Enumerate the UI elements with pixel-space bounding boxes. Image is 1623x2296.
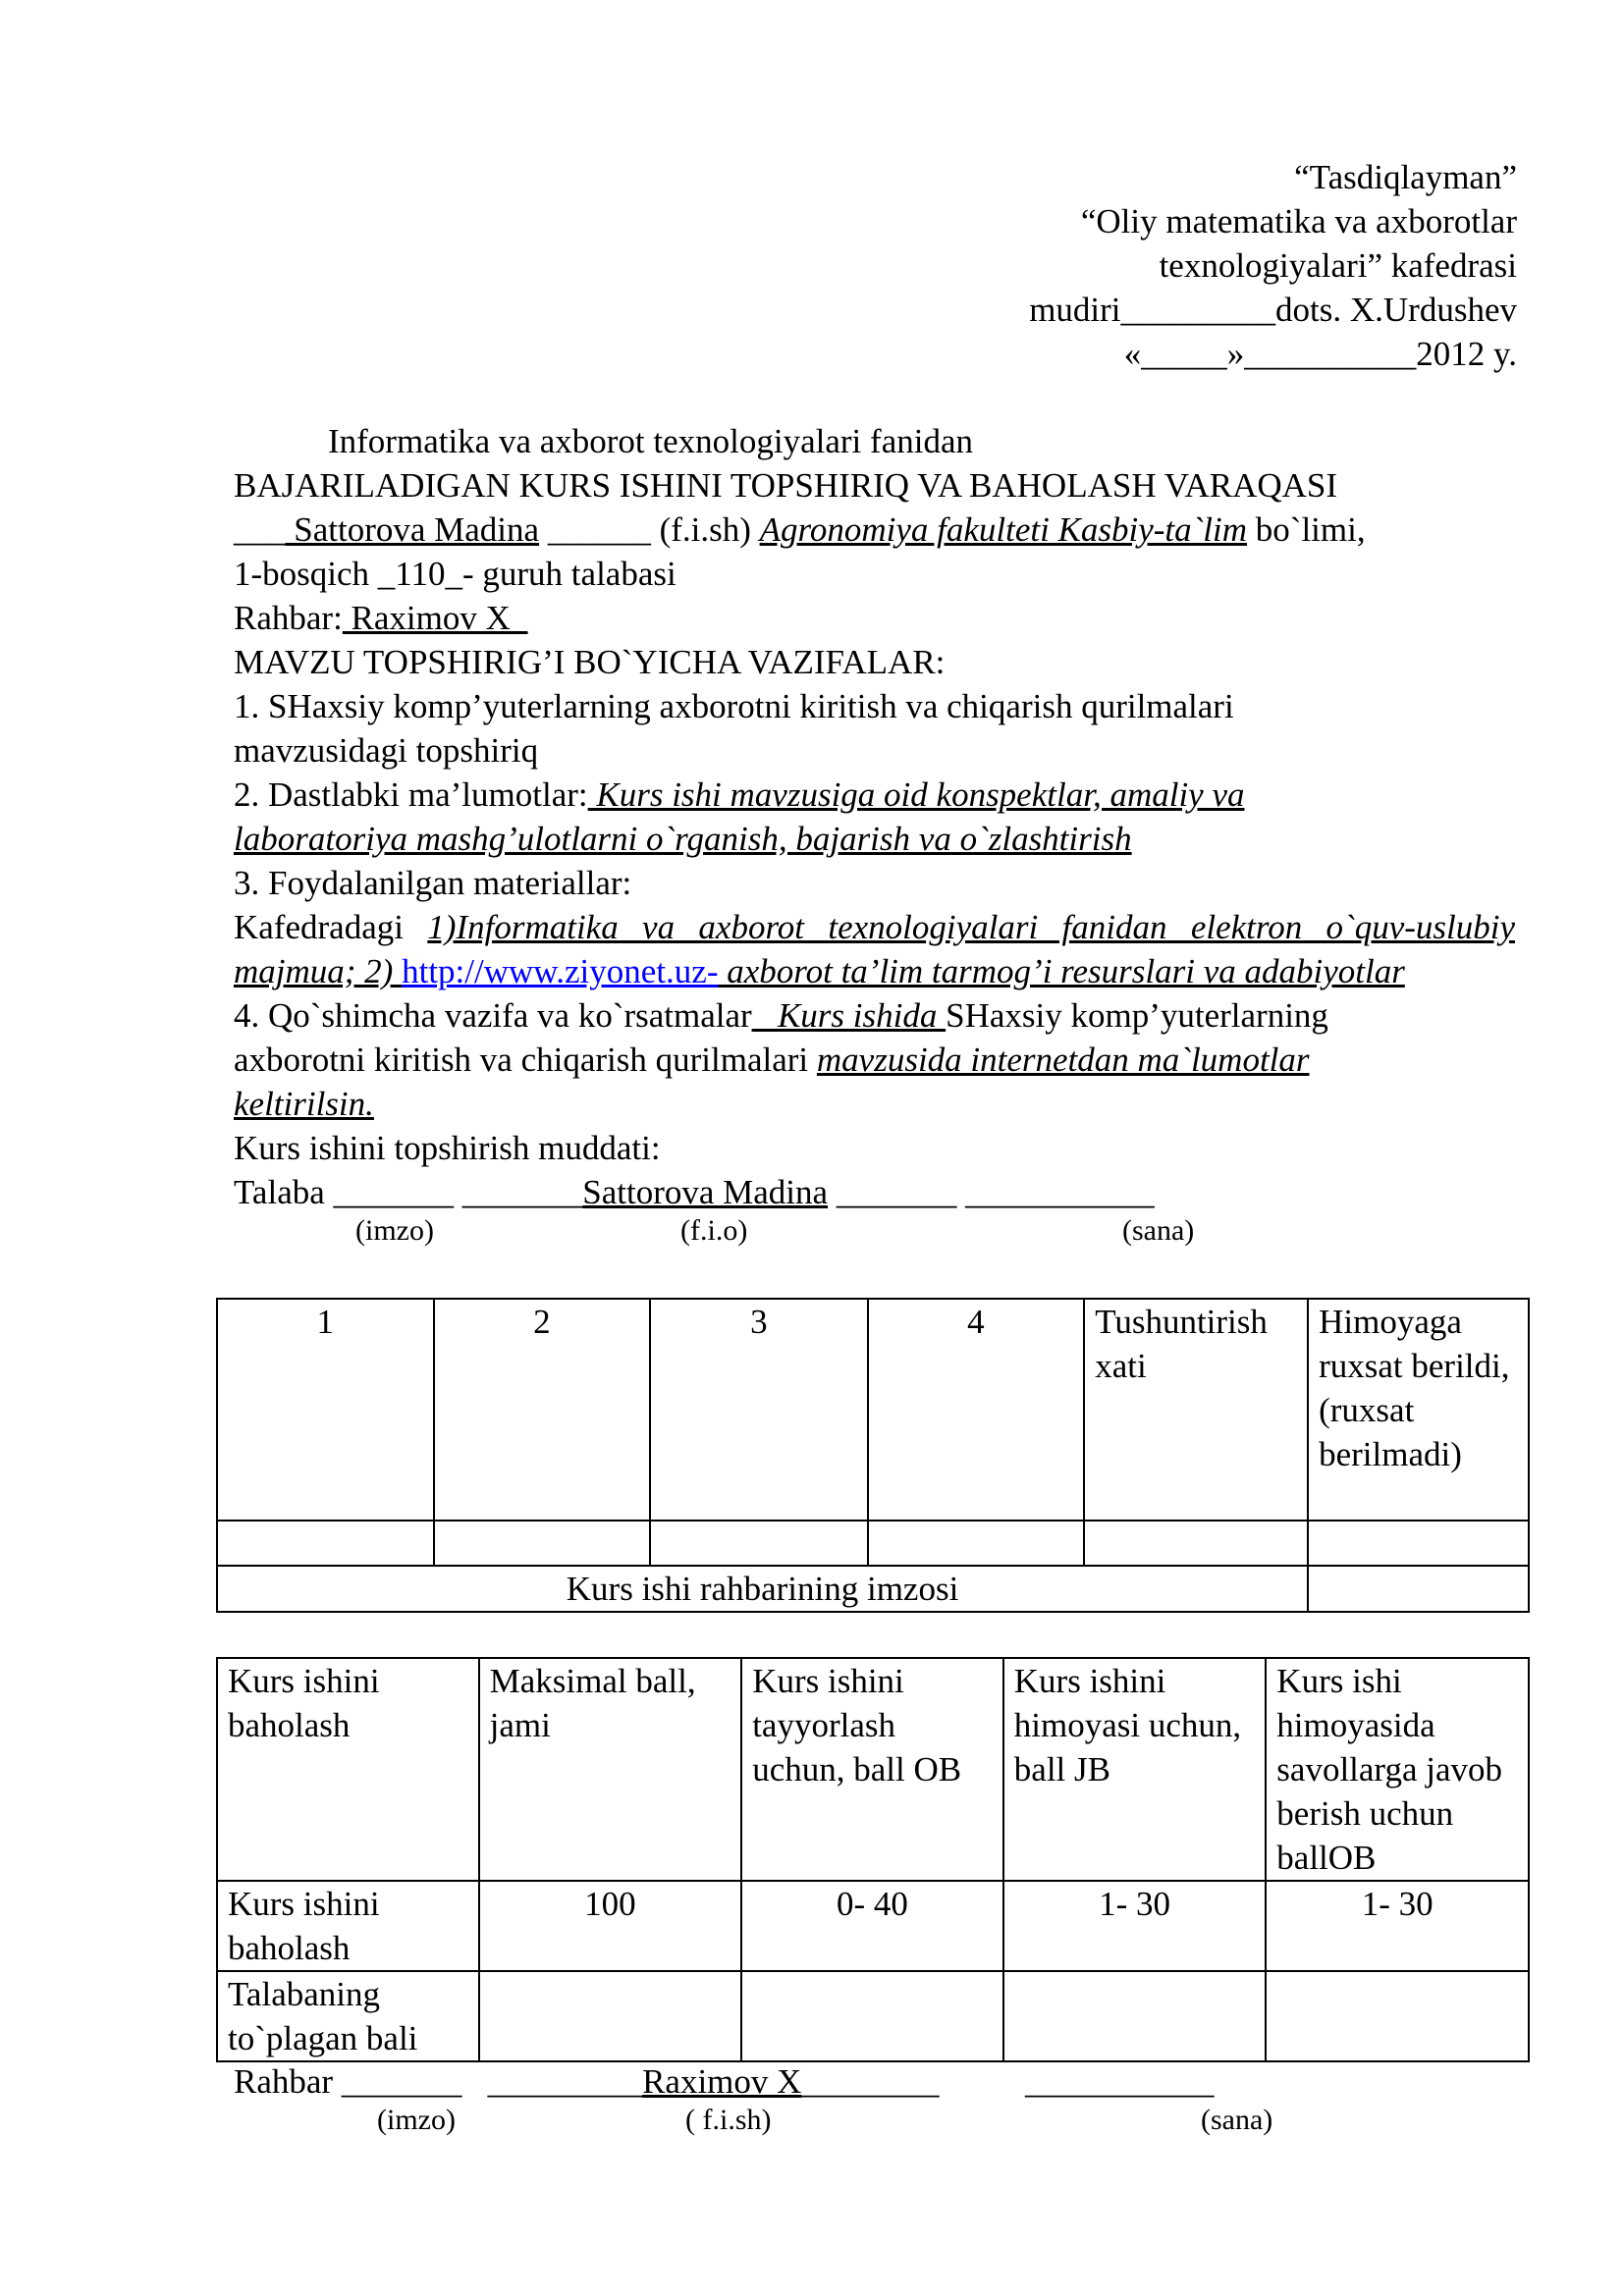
rahbar-signature-captions — [234, 2104, 1515, 2137]
task3-prefix: Kafedradagi — [234, 908, 428, 946]
task1-line1: 1. SHaxsiy komp’yuterlarning axborotni kiritish va chiqarish qurilmalari — [234, 687, 1234, 725]
table1-header-explanatory-note: Tushuntirish xati — [1084, 1299, 1308, 1521]
table2-cell — [479, 1971, 742, 2061]
group-number: _110_ — [377, 555, 462, 593]
table2-row1-label: Kurs ishini baholash — [217, 1881, 479, 1971]
footer-caption-date: (sana) — [1201, 2104, 1273, 2136]
table1-header-4: 4 — [868, 1299, 1085, 1521]
document-title: BAJARILADIGAN KURS ISHINI TOPSHIRIQ VA BAHOLASH VARAQASI — [234, 466, 1338, 505]
task3-reference-1: 1)Informatika va axborot texnologiyalari fanidan elektron o`quv-uslubiy majmua; 2) — [234, 908, 1515, 990]
task4-line2 — [234, 1038, 1515, 1082]
supervisor-signature-label: Kurs ishi rahbarining imzosi — [217, 1566, 1308, 1612]
footer-caption-sign: (imzo) — [377, 2104, 456, 2136]
table2-header-answers: Kurs ishi himoyasida savollarga javob berish uchun ballOB — [1266, 1658, 1529, 1881]
approval-date: «_____»__________2012 y. — [1123, 335, 1517, 373]
talaba-suffix: _______ ___________ — [828, 1173, 1155, 1211]
table1-header-1: 1 — [217, 1299, 434, 1521]
main-text — [234, 419, 1515, 1248]
caption-name: (f.i.o) — [680, 1214, 748, 1247]
student-signature-line — [234, 1170, 1515, 1214]
table1-cell — [217, 1521, 434, 1566]
task1-line2: mavzusidagi topshiriq — [234, 731, 539, 770]
table-row — [217, 1566, 1529, 1612]
task4-line1 — [234, 993, 1515, 1038]
approval-head-signature: mudiri_________dots. X.Urdushev — [1029, 291, 1517, 329]
student-faculty-suffix: bo`limi, — [1247, 510, 1366, 549]
caption-sign: (imzo) — [355, 1214, 434, 1247]
task4-text1: SHaxsiy komp’yuterlarning — [946, 996, 1328, 1035]
student-name: Sattorova Madina — [285, 510, 540, 549]
approval-block — [830, 155, 1517, 376]
table2-row2-label: Talabaning to`plagan bali — [217, 1971, 479, 2061]
talaba-name: Sattorova Madina — [582, 1173, 829, 1211]
rahbar-name: Raximov X — [642, 2062, 802, 2101]
table-row — [217, 1521, 1529, 1566]
approval-department-line1: “Oliy matematika va axborotlar — [1080, 202, 1517, 240]
table1-header-defense-permission: Himoyaga ruxsat berildi, (ruxsat berilmadi) — [1308, 1299, 1529, 1521]
task2-text: Kurs ishi mavzusiga oid konspektlar, amaliy va — [587, 775, 1245, 814]
footer-signature — [234, 2059, 1515, 2137]
table2-header-preparation: Kurs ishini tayyorlash uchun, ball OB — [741, 1658, 1003, 1881]
table-row — [217, 1658, 1529, 1881]
subject-line: Informatika va axborot texnologiyalari fanidan — [328, 422, 973, 460]
permission-table — [216, 1298, 1530, 1613]
rahbar-suffix: ________ ___________ — [801, 2062, 1215, 2101]
rahbar-signature-line — [234, 2059, 1515, 2104]
table-row — [217, 1971, 1529, 2061]
task4-text2: axborotni kiritish va chiqarish qurilmalari — [234, 1041, 817, 1079]
table2-cell — [741, 1971, 1003, 2061]
group-line — [234, 552, 1515, 596]
table1-cell — [1084, 1521, 1308, 1566]
student-line — [234, 507, 1515, 552]
task2-line1 — [234, 773, 1515, 817]
table2-row1-defense: 1- 30 — [1003, 1881, 1267, 1971]
ziyonet-link[interactable]: http://www.ziyonet.uz- — [402, 952, 719, 990]
table1-cell — [650, 1521, 868, 1566]
supervisor-label: Rahbar: — [234, 599, 343, 637]
table2-row1-max: 100 — [479, 1881, 742, 1971]
deadline-label: Kurs ishini topshirish muddati: — [234, 1129, 661, 1167]
table2-header-max-score: Maksimal ball, jami — [479, 1658, 742, 1881]
task2-line2: laboratoriya mashg’ulotlarni o`rganish, bajarish va o`zlashtirish — [234, 820, 1132, 858]
approval-title: “Tasdiqlayman” — [1294, 158, 1517, 196]
task3-label: 3. Foydalanilgan materiallar: — [234, 864, 632, 902]
task3-references — [234, 905, 1515, 993]
table1-cell — [434, 1521, 651, 1566]
talaba-label: Talaba _______ _______ — [234, 1173, 583, 1211]
approval-department-line2: texnologiyalari” kafedrasi — [1159, 246, 1517, 285]
caption-date: (sana) — [1122, 1214, 1195, 1247]
table1-cell — [1308, 1521, 1529, 1566]
task4-emphasis: _ Kurs ishida — [751, 996, 947, 1035]
table2-cell — [1266, 1971, 1529, 2061]
task2-label: 2. Dastlabki ma’lumotlar: — [234, 775, 588, 814]
table2-row1-answers: 1- 30 — [1266, 1881, 1529, 1971]
task4-label: 4. Qo`shimcha vazifa va ko`rsatmalar — [234, 996, 752, 1035]
table-row — [217, 1299, 1529, 1521]
table2-cell — [1003, 1971, 1267, 2061]
supervisor-line — [234, 596, 1515, 640]
supervisor-name: Raximov X_ — [342, 599, 528, 637]
table2-row1-preparation: 0- 40 — [741, 1881, 1003, 1971]
task4-emphasis-2: mavzusida internetdan ma`lumotlar — [816, 1041, 1310, 1079]
tasks-heading: MAVZU TOPSHIRIG’I BO`YICHA VAZIFALAR: — [234, 643, 946, 681]
student-signature-captions — [234, 1214, 1515, 1248]
table1-cell — [868, 1521, 1085, 1566]
task3-reference-2: axborot ta’lim tarmog’i resurslari va adabiyotlar — [718, 952, 1405, 990]
table1-header-3: 3 — [650, 1299, 868, 1521]
task4-line3: keltirilsin. — [234, 1085, 374, 1123]
table1-header-2: 2 — [434, 1299, 651, 1521]
table-row — [217, 1881, 1529, 1971]
student-faculty: Agronomiya fakulteti Kasbiy-ta`lim — [759, 510, 1248, 549]
student-pre-blank: ___ — [234, 510, 286, 549]
course-prefix: 1-bosqich — [234, 555, 378, 593]
footer-caption-name: ( f.i.sh) — [685, 2104, 772, 2136]
student-mid-blank: ______ (f.i.sh) — [539, 510, 760, 549]
table2-header-assessment: Kurs ishini baholash — [217, 1658, 479, 1881]
table2-header-defense: Kurs ishini himoyasi uchun, ball JB — [1003, 1658, 1267, 1881]
supervisor-signature-cell — [1308, 1566, 1529, 1612]
rahbar-label: Rahbar _______ _________ — [234, 2062, 643, 2101]
grading-table — [216, 1657, 1530, 2062]
group-suffix: - guruh talabasi — [462, 555, 676, 593]
